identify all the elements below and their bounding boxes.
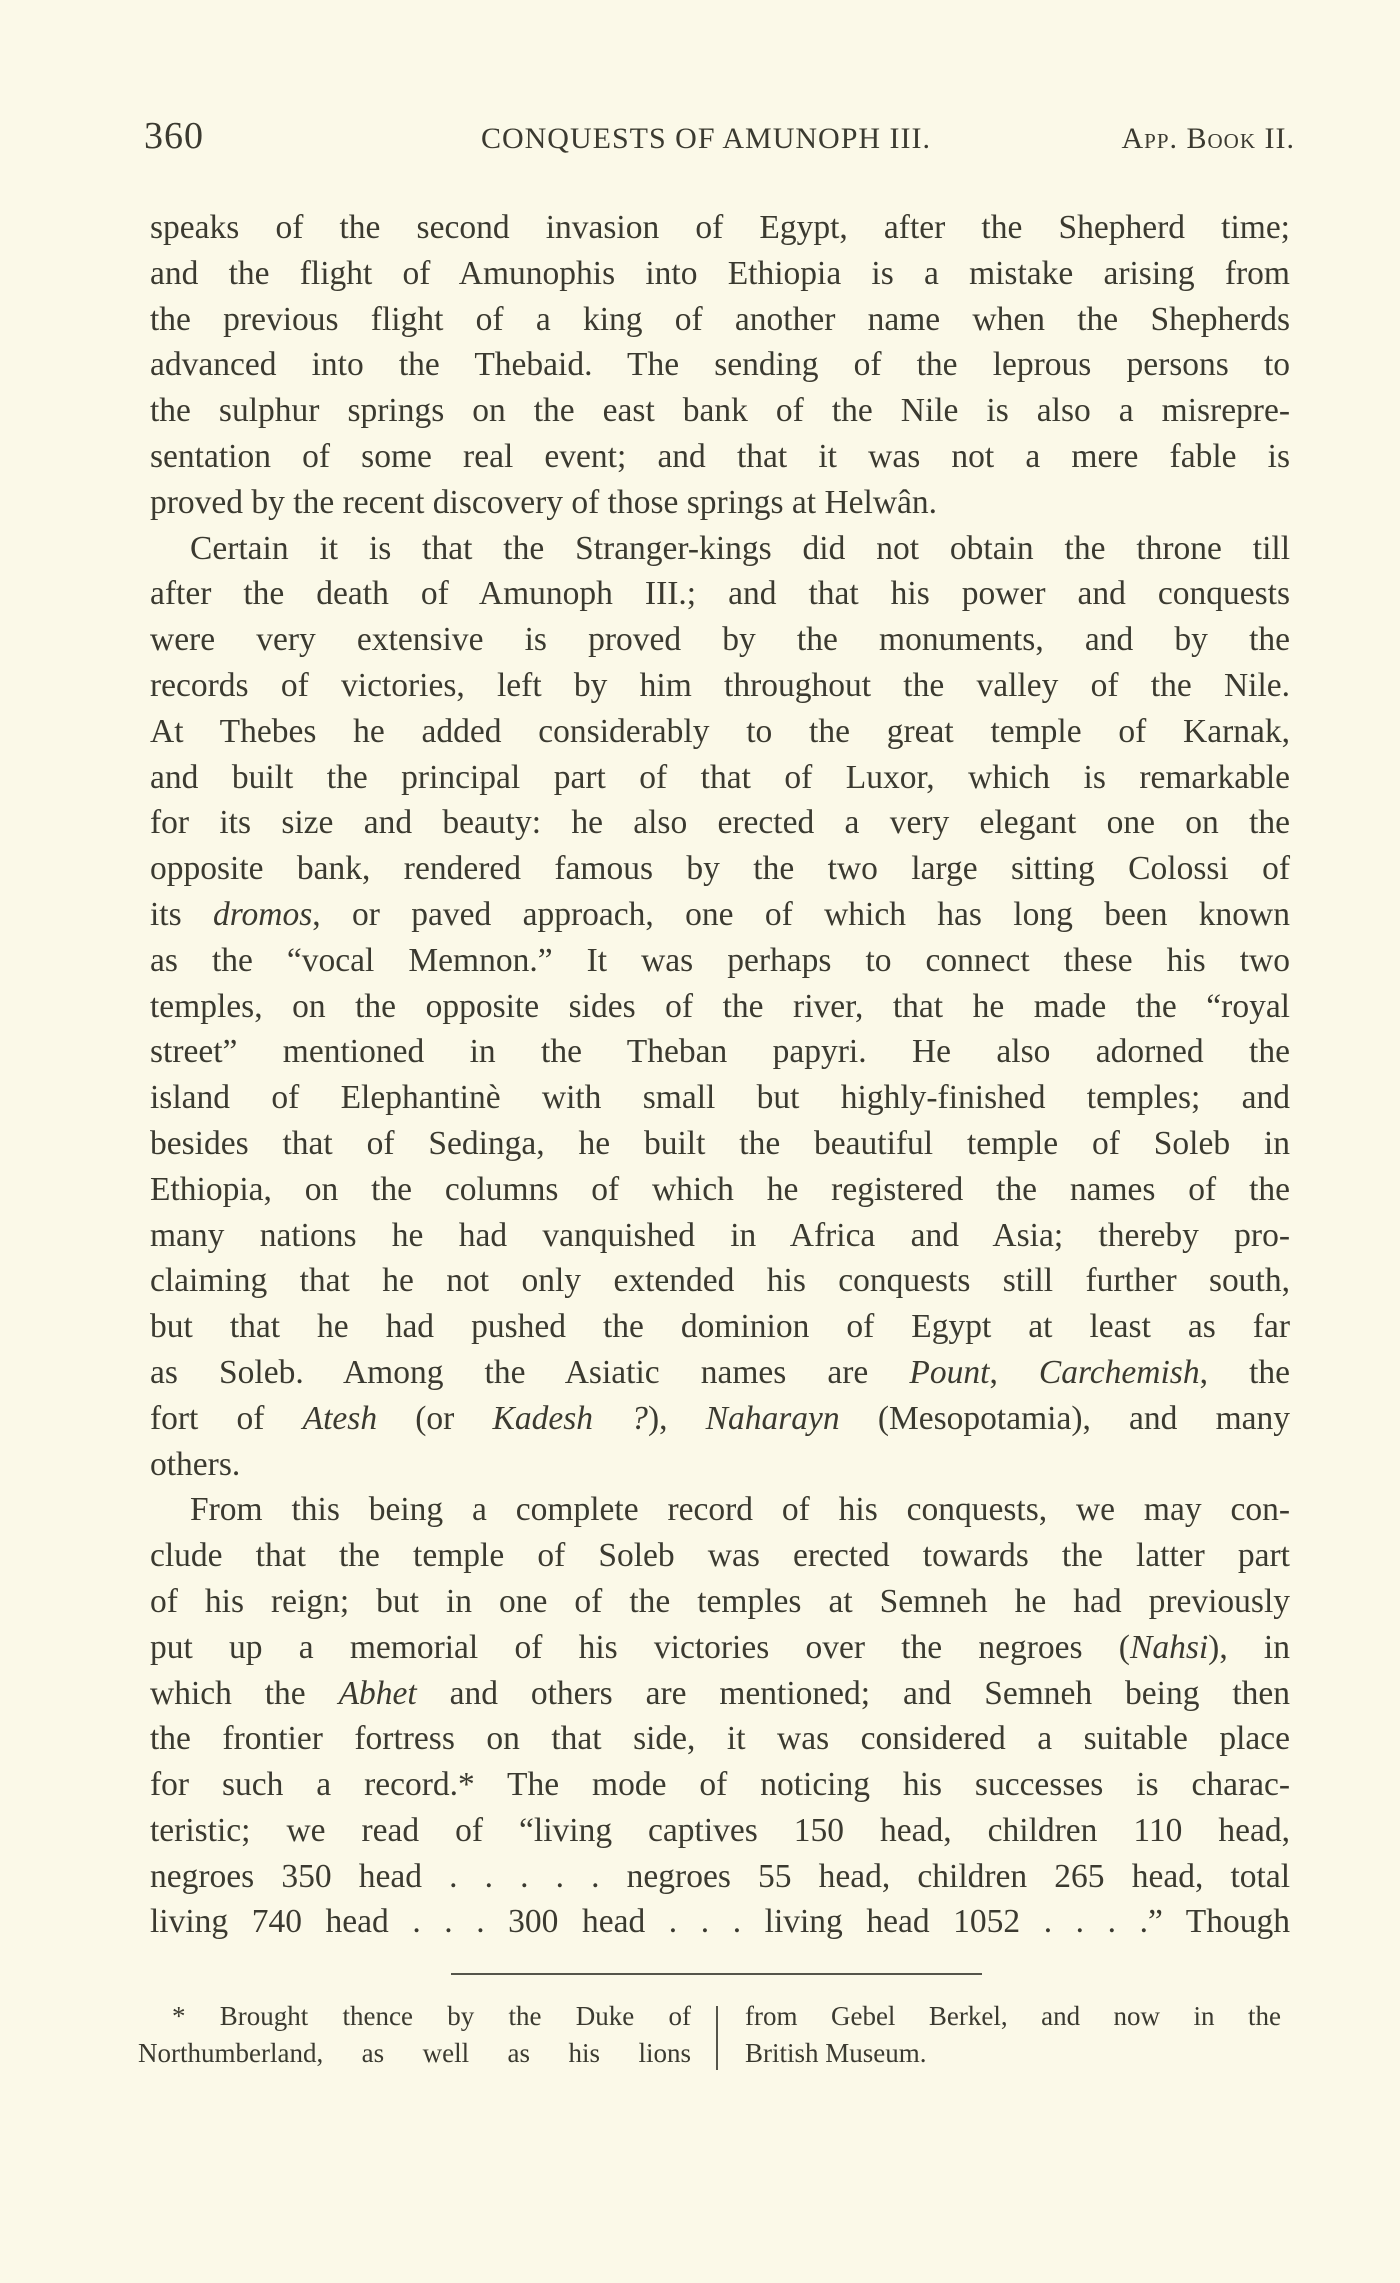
text-segment: speaks of the second invasion of Egypt, after the Shepherd time; — [150, 209, 1290, 246]
text-segment: advanced into the Thebaid. The sending of the leprous persons to — [150, 346, 1290, 384]
italic-text: Pount — [909, 1353, 990, 1391]
text-line — [150, 1029, 1290, 1075]
text-segment: street” mentioned in the Theban papyri. He also adorned the — [150, 1033, 1290, 1071]
footnote-right-column — [745, 1998, 1281, 2072]
text-segment: and others are mentioned; and Semneh being then — [416, 1674, 1290, 1712]
text-line — [150, 1213, 1290, 1259]
text-segment: living 740 head . . . 300 head . . . living head 1052 . . . .” Though — [150, 1903, 1290, 1941]
footnote-line: British Museum. — [745, 2038, 927, 2068]
text-line — [150, 1854, 1290, 1900]
text-segment: many nations he had vanquished in Africa and Asia; thereby pro- — [150, 1216, 1290, 1254]
text-segment: opposite bank, rendered famous by the two large sitting Colossi of — [150, 850, 1290, 888]
text-segment: the previous flight of a king of another name when the Shepherds — [150, 300, 1290, 338]
text-line — [150, 1487, 1290, 1533]
text-segment: sentation of some real event; and that it was not a mere fable is — [150, 437, 1290, 475]
text-segment: negroes 350 head . . . . . negroes 55 head, children 265 head, total — [150, 1857, 1290, 1895]
footnote-column-divider — [716, 2006, 718, 2070]
text-line — [150, 709, 1290, 755]
text-line — [150, 800, 1290, 846]
text-segment: island of Elephantinè with small but highly-finished temples; and — [150, 1079, 1290, 1117]
text-segment: proved by the recent discovery of those springs at Helwân. — [150, 483, 938, 521]
italic-text: Naharayn — [705, 1399, 840, 1437]
text-segment: its — [150, 895, 214, 933]
text-line — [150, 1396, 1290, 1442]
text-segment: fort of — [150, 1399, 303, 1437]
text-line — [150, 1258, 1290, 1304]
text-segment: Ethiopia, on the columns of which he registered the names of the — [150, 1170, 1290, 1208]
text-segment: the frontier fortress on that side, it was considered a suitable place — [150, 1720, 1290, 1758]
text-segment: records of victories, left by him throughout the valley of the Nile. — [150, 666, 1290, 704]
text-segment: were very extensive is proved by the monuments, and by the — [150, 621, 1290, 659]
text-segment: , — [989, 1353, 1039, 1391]
text-line — [150, 892, 1290, 938]
text-segment: (Mesopotamia), and many — [839, 1399, 1291, 1437]
text-line — [150, 388, 1290, 434]
text-segment: which the — [150, 1674, 339, 1712]
text-line — [150, 1121, 1290, 1167]
italic-text: dromos — [213, 895, 313, 933]
text-line — [150, 617, 1290, 663]
text-segment: temples, on the opposite sides of the river, that he made the “royal — [150, 987, 1290, 1025]
text-segment: (or — [377, 1399, 493, 1437]
text-line — [150, 1716, 1290, 1762]
text-line — [150, 1350, 1290, 1396]
page-title: CONQUESTS OF AMUNOPH III. — [480, 122, 932, 155]
text-segment: for its size and beauty: he also erected a very elegant one on the — [150, 804, 1290, 842]
text-line — [150, 663, 1290, 709]
footnote-line: from Gebel Berkel, and now in the — [745, 2001, 1281, 2031]
text-line — [150, 297, 1290, 343]
text-line — [150, 938, 1290, 984]
text-segment: for such a record.* The mode of noticing his successes is charac- — [150, 1766, 1290, 1804]
text-line — [150, 1075, 1290, 1121]
text-segment: as Soleb. Among the Asiatic names are — [150, 1353, 910, 1391]
text-segment: ), — [647, 1399, 706, 1437]
text-segment: the sulphur springs on the east bank of the Nile is also a misrepre- — [150, 392, 1290, 430]
text-line — [150, 846, 1290, 892]
text-line — [150, 1762, 1290, 1808]
italic-text: Abhet — [338, 1674, 417, 1712]
italic-text: Kadesh ? — [492, 1399, 648, 1437]
text-line — [150, 984, 1290, 1030]
footnote-divider — [451, 1973, 982, 1975]
text-segment: others. — [150, 1445, 241, 1483]
text-line — [150, 755, 1290, 801]
text-segment: , or paved approach, one of which has long been known — [312, 895, 1290, 933]
body-text — [150, 205, 1290, 1945]
text-segment: but that he had pushed the dominion of Egypt at least as far — [150, 1308, 1290, 1346]
text-segment: put up a memorial of his victories over the negroes ( — [150, 1628, 1130, 1666]
italic-text: Nahsi — [1129, 1628, 1209, 1666]
text-line — [150, 571, 1290, 617]
text-line — [150, 480, 1290, 526]
text-line — [150, 434, 1290, 480]
text-line — [150, 1304, 1290, 1350]
text-line — [150, 1167, 1290, 1213]
text-line — [150, 205, 1290, 251]
text-line — [150, 1671, 1290, 1717]
text-line — [150, 1808, 1290, 1854]
text-segment: claiming that he not only extended his conquests still further south, — [150, 1262, 1290, 1300]
footnote-left-column — [138, 1998, 691, 2072]
text-segment: besides that of Sedinga, he built the beautiful temple of Soleb in — [150, 1124, 1290, 1162]
text-segment: and built the principal part of that of Luxor, which is remarkable — [150, 758, 1290, 796]
text-line — [150, 251, 1290, 297]
page-number: 360 — [144, 115, 204, 157]
text-segment: teristic; we read of “living captives 150 head, children 110 head, — [150, 1811, 1290, 1849]
text-segment: and the flight of Amunophis into Ethiopia is a mistake arising from — [150, 254, 1290, 292]
text-line — [150, 1442, 1290, 1488]
text-segment: clude that the temple of Soleb was erected towards the latter part — [150, 1537, 1290, 1575]
text-line — [150, 1579, 1290, 1625]
text-segment: ), in — [1208, 1628, 1290, 1666]
text-line — [150, 1625, 1290, 1671]
italic-text: Carchemish — [1038, 1353, 1200, 1391]
footnote-line: * Brought thence by the Duke of — [172, 2001, 691, 2031]
text-segment: From this being a complete record of his conquests, we may con- — [190, 1491, 1290, 1529]
text-segment: as the “vocal Memnon.” It was perhaps to connect these his two — [150, 941, 1290, 979]
text-segment: Certain it is that the Stranger-kings did not obtain the throne till — [190, 529, 1290, 567]
text-line — [150, 526, 1290, 572]
text-segment: after the death of Amunoph III.; and that his power and conquests — [150, 575, 1290, 613]
text-line — [150, 1533, 1290, 1579]
text-segment: At Thebes he added considerably to the great temple of Karnak, — [150, 712, 1290, 750]
text-segment: of his reign; but in one of the temples at Semneh he had previously — [150, 1582, 1290, 1620]
running-head: App. Book II. — [1121, 122, 1295, 155]
italic-text: Atesh — [302, 1399, 378, 1437]
text-line — [150, 1899, 1290, 1945]
text-line — [150, 342, 1290, 388]
footnote-line: Northumberland, as well as his lions — [138, 2038, 691, 2068]
text-segment: , the — [1199, 1353, 1290, 1391]
